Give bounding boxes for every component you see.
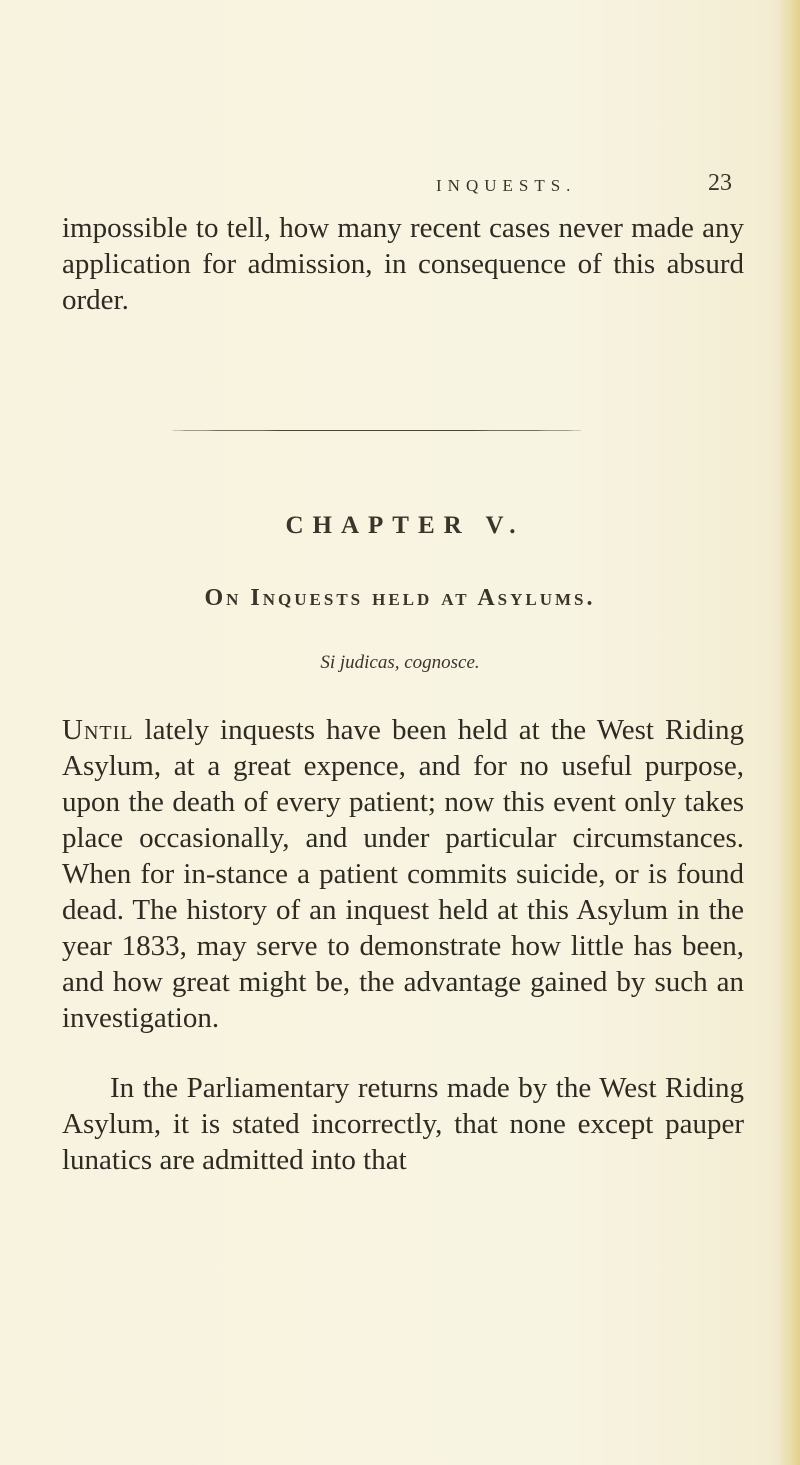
chapter-paragraph-2: In the Parliamentary returns made by the West Riding Asylum, it is stated incorrectly, that none except pauper lunatics are admitted into that — [62, 1072, 744, 1176]
epigraph: Si judicas, cognosce. — [320, 652, 480, 673]
paragraph-lead-word: Until — [62, 714, 134, 746]
running-head — [0, 170, 800, 210]
opening-paragraph: impossible to tell, how many recent cases never made any application for admission, in consequence of this absurd order. — [62, 212, 744, 316]
page-number: 23 — [708, 170, 732, 196]
paragraph-1-text: lately inquests have been held at the West Riding Asylum, at a great expence, and for no useful purpose, upon the death of every patient; now this event only takes place occasionally, and under particular circumstances. When for in-stance a patient commits suicide, or is found dead. The history of an inquest held at this Asylum in the year 1833, may serve to demonstrate how little has been, and how great might be, the advantage gained by such an investigation. — [62, 714, 744, 1034]
chapter-subtitle: On Inquests held at Asylums. — [204, 585, 596, 611]
section-divider-rule — [170, 430, 583, 431]
page-edge-shadow — [778, 0, 800, 1465]
chapter-paragraph-1 — [62, 712, 744, 1036]
chapter-heading: CHAPTER V. — [285, 512, 525, 539]
running-title: INQUESTS. — [436, 176, 577, 195]
